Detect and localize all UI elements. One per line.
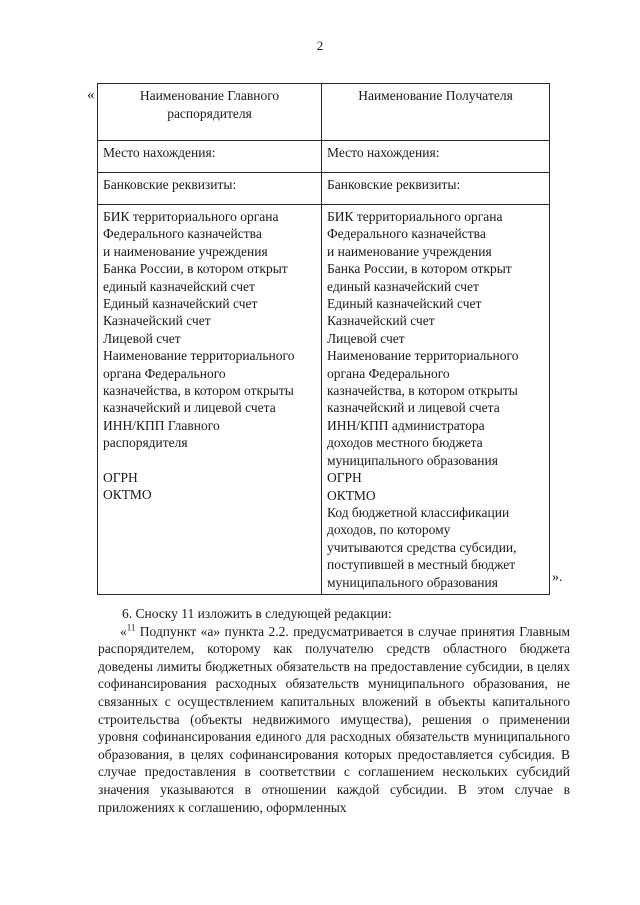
detail-line: Наименование территориального xyxy=(327,348,519,364)
detail-line: ОКТМО xyxy=(103,487,152,503)
header-recipient: Наименование Получателя xyxy=(322,84,550,141)
detail-line: органа Федерального xyxy=(103,365,226,381)
detail-line: Казначейский счет xyxy=(103,313,211,329)
blank-line xyxy=(103,452,316,469)
detail-line: и наименование учреждения xyxy=(103,243,268,259)
detail-line: БИК территориального органа xyxy=(103,209,279,224)
paragraph-footnote-change: 6. Сноску 11 изложить в следующей редакции: xyxy=(122,606,392,621)
footnote-marker: 11 xyxy=(126,622,136,633)
detail-line: Банка России, в котором открыт xyxy=(103,261,288,277)
detail-line: Единый казначейский счет xyxy=(327,296,482,312)
detail-line: органа Федерального xyxy=(327,365,450,381)
detail-line: поступившей в местный бюджет xyxy=(327,557,516,573)
bank-label-right: Банковские реквизиты: xyxy=(322,173,550,205)
bank-label-left: Банковские реквизиты: xyxy=(98,173,322,205)
quote-mark: « xyxy=(120,623,127,639)
detail-line: учитываются средства субсидии, xyxy=(327,539,517,555)
detail-line: казначейский и лицевой счета xyxy=(103,400,276,416)
detail-line: доходов, по которому xyxy=(327,522,451,538)
detail-line: Код бюджетной классификации xyxy=(327,504,510,520)
header-main-manager: Наименование Главного распорядителя xyxy=(98,84,322,141)
details-right xyxy=(322,205,550,595)
detail-line: казначейства, в котором открыты xyxy=(103,383,294,399)
closing-quote: ». xyxy=(552,570,563,585)
detail-line: казначейский и лицевой счета xyxy=(327,400,500,416)
location-label-right: Место нахождения: xyxy=(322,141,550,173)
footnote-text: Подпункт «а» пункта 2.2. предусматривается в случае принятия Главным распорядителем, которому как получателю средств областного бюджета доведены лимиты бюджетных обязательств на предоставление субсидии, в целях софинансирования расходных обязательств муниципального образования, не связанных с осуществлением капитальных вложений в объекты капитального строительства (объекты недвижимого имущества), решения о применении уровня софинансирования единого для расходных обязательств муниципального образования, в целях софинансирования которых предоставляется субсидия. В случае предоставления в соответствии с соглашением нескольких субсидий значения указываются в отношении каждой субсидии. В этом случае в приложениях к соглашению, оформленных xyxy=(98,623,570,815)
detail-line: единый казначейский счет xyxy=(327,278,479,294)
detail-line: Наименование территориального xyxy=(103,348,295,364)
detail-line: муниципального образования xyxy=(327,452,498,468)
detail-line: БИК территориального органа xyxy=(327,209,503,224)
detail-line: распорядителя xyxy=(103,435,188,451)
detail-line: ИНН/КПП администратора xyxy=(327,417,485,433)
detail-line: Банка России, в котором открыт xyxy=(327,261,512,277)
detail-line: ИНН/КПП Главного xyxy=(103,417,220,433)
detail-line: Единый казначейский счет xyxy=(103,296,258,312)
detail-line: ОКТМО xyxy=(327,487,376,503)
detail-line: Казначейский счет xyxy=(327,313,435,329)
requisites-table xyxy=(97,83,550,595)
detail-line: Лицевой счет xyxy=(327,330,405,346)
detail-line: казначейства, в котором открыты xyxy=(327,383,518,399)
detail-line: ОГРН xyxy=(103,470,138,486)
table-row-details xyxy=(98,205,550,595)
detail-line: Лицевой счет xyxy=(103,330,181,346)
paragraph-footnote-11 xyxy=(98,623,570,817)
detail-line: единый казначейский счет xyxy=(103,278,255,294)
detail-line: ОГРН xyxy=(327,470,362,486)
details-left xyxy=(98,205,322,595)
table-row-location xyxy=(98,141,550,173)
detail-line: доходов местного бюджета xyxy=(327,435,483,451)
body-text xyxy=(98,605,570,816)
table-header-row xyxy=(98,84,550,141)
detail-line: и наименование учреждения xyxy=(327,243,492,259)
location-label-left: Место нахождения: xyxy=(98,141,322,173)
detail-line: Федерального казначейства xyxy=(103,226,262,242)
opening-quote: « xyxy=(87,87,95,103)
page-number: 2 xyxy=(316,38,324,53)
detail-line: муниципального образования xyxy=(327,574,498,590)
table-row-bank xyxy=(98,173,550,205)
detail-line: Федерального казначейства xyxy=(327,226,486,242)
